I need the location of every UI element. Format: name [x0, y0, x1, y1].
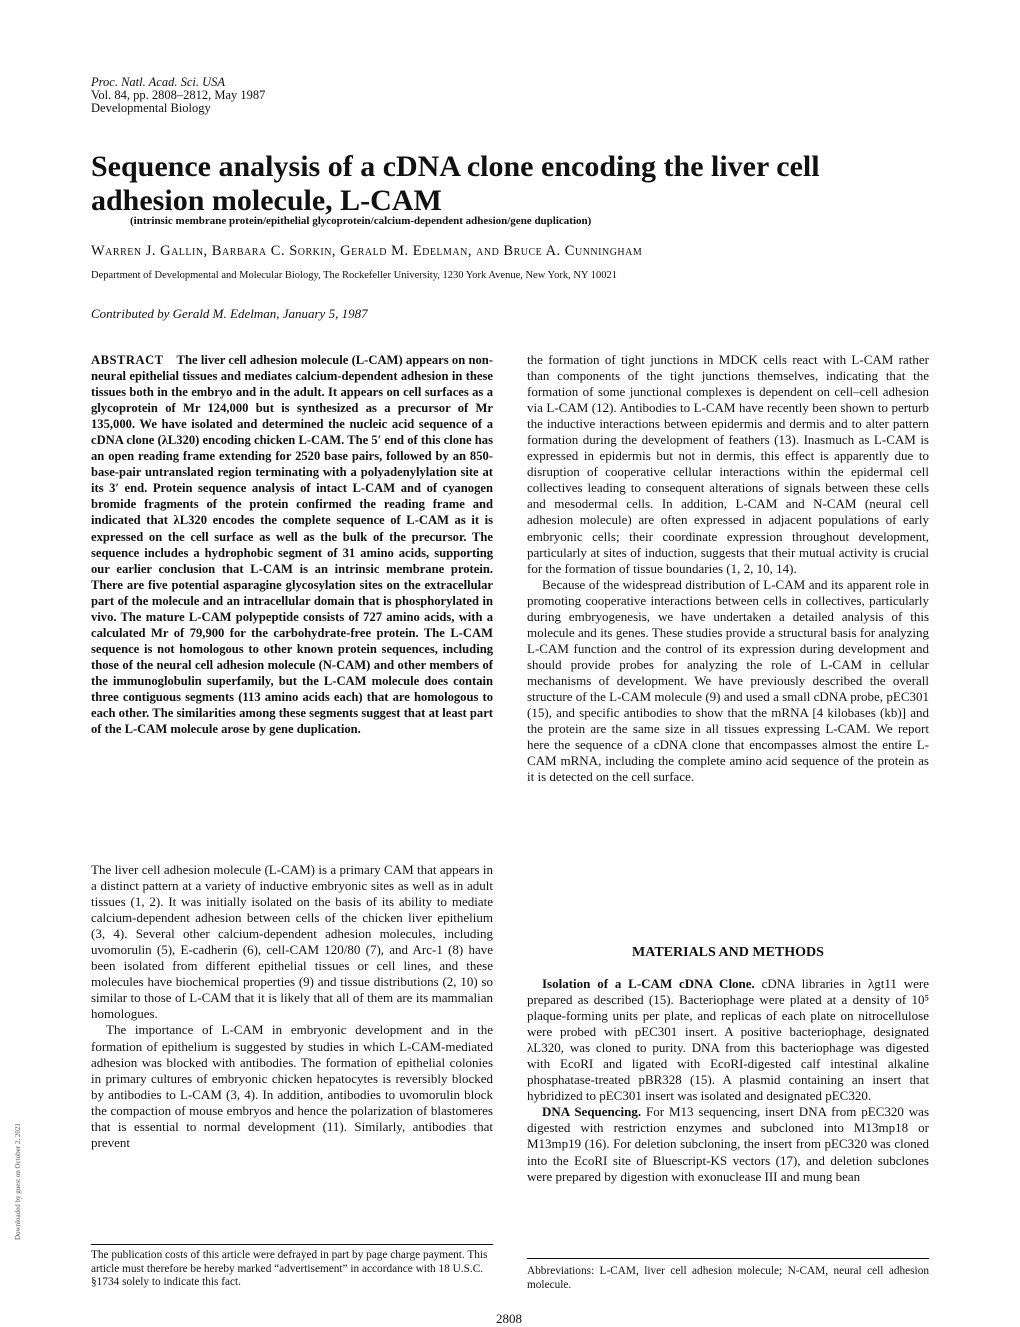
abstract: [91, 352, 493, 737]
right-paragraph-2: Because of the widespread distribution of L-CAM and its apparent role in promoting cooperative interactions between cells in collectives, particularly during embryogenesis, we have undertaken a detailed analysis of this molecule and its genes. These studies provide a structural basis for analyzing L-CAM function and the control of its expression during development and should provide probes for analyzing the role of L-CAM in cellular mechanisms of development. We have previously described the overall structure of the L-CAM molecule (9) and used a small cDNA probe, pEC301 (15), and specific antibodies to show that the mRNA [4 kilobases (kb)] and the protein are the same size in all tissues expressing L-CAM. We report here the sequence of a cDNA clone that encompasses almost the entire L-CAM mRNA, including the complete amino acid sequence of the protein as it is detected on the cell surface.: [527, 576, 929, 785]
intro-paragraph-2: The importance of L-CAM in embryonic development and in the formation of epithelium is suggested by studies in which L-CAM-mediated adhesion was blocked with antibodies. The formation of epithelial colonies in primary cultures of embryonic chicken hepatocytes is reversibly blocked by antibodies to L-CAM (3, 4). In addition, antibodies to uvomorulin block the compaction of mouse embryos and hence the polarization of blastomeres that is essential to normal development (11). Similarly, antibodies that prevent: [91, 1022, 493, 1150]
footnote-rule-left: [91, 1244, 493, 1245]
journal-name: Proc. Natl. Acad. Sci. USA: [91, 75, 226, 89]
footnote-rule-right: [527, 1258, 929, 1259]
volume-line: Vol. 84, pp. 2808–2812, May 1987: [91, 88, 266, 102]
affiliation: Department of Developmental and Molecular Biology, The Rockefeller University, 1230 York Avenue, New York, NY 10021: [91, 270, 617, 281]
abstract-text: The liver cell adhesion molecule (L-CAM) appears on non-neural epithelial tissues and mediates calcium-dependent adhesion in these tissues both in the embryo and in the adult. It appears on cell surfaces as a glycoprotein of Mr 124,000 but is synthesized as a precursor of Mr 135,000. We have isolated and determined the nucleic acid sequence of a cDNA clone (λL320) encoding chicken L-CAM. The 5′ end of this clone has an open reading frame extending for 2520 base pairs, followed by an 850-base-pair untranslated region terminating with a polyadenylylation site at its 3′ end. Protein sequence analysis of intact L-CAM and of cyanogen bromide fragments of the protein confirmed the reading frame and indicated that λL320 encodes the complete sequence of L-CAM as it is expressed on the cell surface as well as the bulk of the precursor. The sequence includes a hydrophobic segment of 31 amino acids, supporting our earlier conclusion that L-CAM is an intrinsic membrane protein. There are five potential asparagine glycosylation sites on the extracellular part of the molecule and an intracellular domain that is phosphorylated in vivo. The mature L-CAM polypeptide consists of 727 amino acids, with a calculated Mr of 79,900 for the carbohydrate-free protein. The L-CAM sequence is not homologous to other known protein sequences, including those of the neural cell adhesion molecule (N-CAM) and other members of the immunoglobulin superfamily, but the L-CAM molecule does contain three contiguous segments (113 amino acids each) that are homologous to each other. The similarities among these segments suggest that at least part of the L-CAM molecule arose by gene duplication.: [91, 353, 493, 737]
methods-paragraph-2: [527, 1104, 929, 1184]
right-paragraph-1: the formation of tight junctions in MDCK cells react with L-CAM rather than components of the tight junctions themselves, indicating that the formation of some junctional complexes is dependent on cell–cell adhesion via L-CAM (12). Antibodies to L-CAM have recently been shown to perturb the inductive interactions between epidermis and dermis and to alter pattern formation during the development of feathers (13). Inasmuch as L-CAM is expressed in epidermis but not in dermis, this effect is apparently due to disruption of cooperative cellular interactions within the epidermal cell collectives leading to consequent alterations of signals between these cells and mesodermal cells. In addition, L-CAM and N-CAM (neural cell adhesion molecule) are often expressed in adjacent populations of early embryonic cells; their coordinate expression throughout development, particularly at sites of induction, suggests that their mutual activity is crucial for the formation of tissue boundaries (1, 2, 10, 14).: [527, 352, 929, 576]
introduction: [91, 862, 493, 1151]
methods: [527, 976, 929, 1185]
methods-runhead-1: Isolation of a L-CAM cDNA Clone.: [542, 976, 755, 991]
article-title: Sequence analysis of a cDNA clone encoding the liver cell adhesion molecule, L-CAM: [91, 150, 820, 217]
contributed-by: Contributed by Gerald M. Edelman, January 5, 1987: [91, 306, 368, 321]
section-heading-methods: MATERIALS AND METHODS: [632, 945, 824, 960]
methods-text-1: cDNA libraries in λgt11 were prepared as described (15). Bacteriophage were plated at a density of 10⁵ plaque-forming units per plate, and replicas of each plate on nitrocellulose were probed with pEC301 insert. A positive bacteriophage, designated λL320, was cloned to purity. DNA from this bacteriophage was digested with EcoRI and ligated with EcoRI-digested calf intestinal alkaline phosphatase-treated pBR328 (15). A plasmid containing an insert that hybridized to pEC301 insert was isolated and designated pEC320.: [527, 976, 929, 1104]
footnote-left: The publication costs of this article were defrayed in part by page charge payment. This article must therefore be hereby marked “advertisement” in accordance with 18 U.S.C. §1734 solely to indicate this fact.: [91, 1249, 488, 1288]
page-number: 2808: [496, 1311, 522, 1326]
download-sidebar: Downloaded by guest on October 2, 2021: [14, 1123, 22, 1240]
keywords: (intrinsic membrane protein/epithelial glycoprotein/calcium-dependent adhesion/gene duplication): [130, 215, 592, 227]
right-column-intro: [527, 352, 929, 785]
methods-paragraph-1: [527, 976, 929, 1104]
journal-header: [91, 76, 265, 115]
intro-paragraph-1: The liver cell adhesion molecule (L-CAM) is a primary CAM that appears in a distinct pattern at a variety of inductive embryonic sites as well as in adult tissues (1, 2). It was initially isolated on the basis of its ability to mediate calcium-dependent adhesion between cells of the chicken liver epithelium (3, 4). Several other calcium-dependent adhesion molecules, including uvomorulin (5), E-cadherin (6), cell-CAM 120/80 (7), and Arc-1 (8) have been isolated from different epithelial tissues or cell lines, and these molecules have biochemical properties (9) and tissue distributions (2, 10) so similar to those of L-CAM that it is likely that all of them are its mammalian homologues.: [91, 862, 493, 1022]
footnote-right: Abbreviations: L-CAM, liver cell adhesion molecule; N-CAM, neural cell adhesion molecule.: [527, 1265, 929, 1291]
authors: Warren J. Gallin, Barbara C. Sorkin, Gerald M. Edelman, and Bruce A. Cunningham: [91, 243, 643, 259]
methods-text-2: For M13 sequencing, insert DNA from pEC320 was digested with restriction enzymes and subcloned into M13mp18 or M13mp19 (16). For deletion subcloning, the insert from pEC320 was cloned into the EcoRI site of Bluescript-KS vectors (17), and deletion subclones were prepared by digestion with exonuclease III and mung bean: [527, 1104, 929, 1184]
journal-section: Developmental Biology: [91, 101, 211, 115]
methods-runhead-2: DNA Sequencing.: [542, 1104, 642, 1120]
abstract-label: ABSTRACT: [91, 353, 164, 367]
